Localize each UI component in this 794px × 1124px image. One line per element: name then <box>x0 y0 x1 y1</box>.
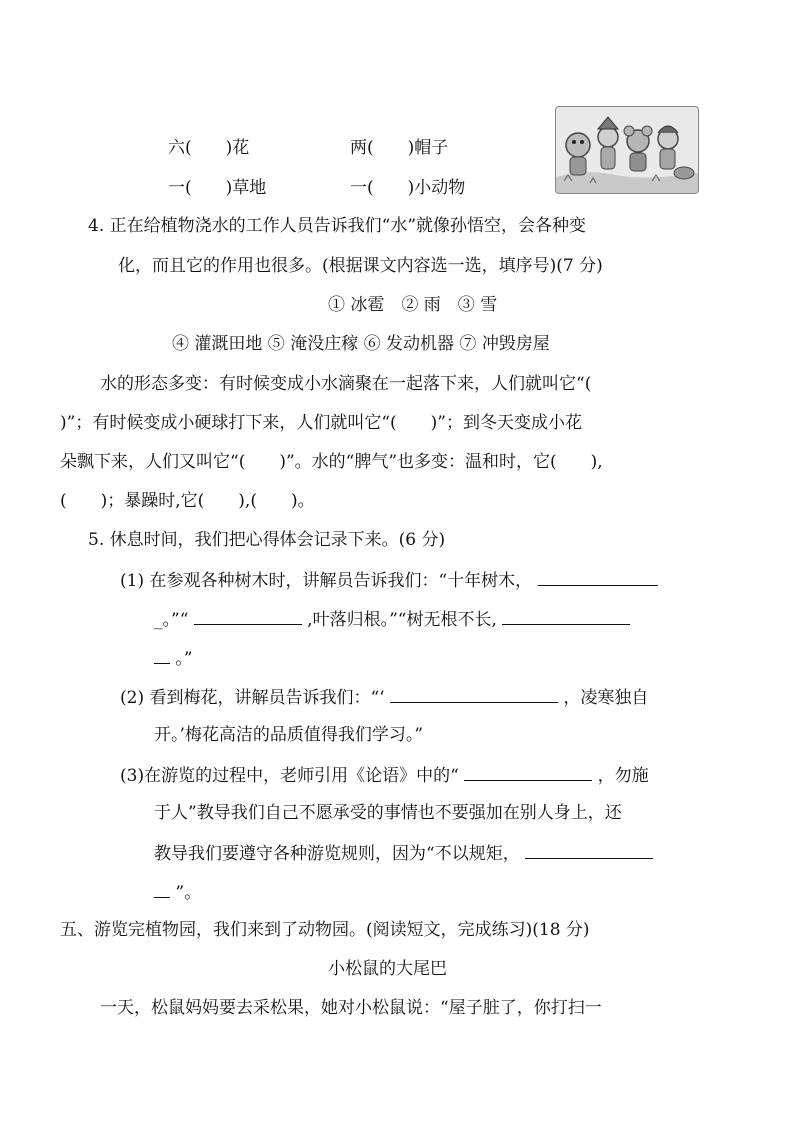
animals-illustration-icon <box>556 107 698 193</box>
q4-paragraph-line-4: ( )；暴躁时,它( ),( )。 <box>60 491 315 511</box>
q5-s3-line-3-text: 教导我们要遵守各种游览规则，因为“不以规矩， <box>154 844 520 864</box>
q5-s1-line-3-text: 。” <box>175 649 193 669</box>
q3-item-a: 六( )花 <box>168 138 250 158</box>
q5-s1-line-2-text-a: _。”“ <box>154 610 189 630</box>
q5-s3-line-4 <box>154 879 201 905</box>
q5-s3-line-1-text-b: ，勿施 <box>597 766 649 786</box>
q3-item-c: 一( )草地 <box>168 178 267 198</box>
q5-s3-line-1-text-a: (3)在游览的过程中，老师引用《论语》中的“ <box>120 766 459 786</box>
q5-s1-line-1 <box>120 567 658 593</box>
q5-s2-line-1 <box>120 684 648 710</box>
answer-blank[interactable] <box>154 879 170 898</box>
q5-s1-line-2 <box>154 606 630 632</box>
q5-s2-line-2: 开。’梅花高洁的品质值得我们学习。” <box>154 725 424 745</box>
q4-paragraph-line-1: 水的形态多变：有时候变成小水滴聚在一起落下来，人们就叫它“( <box>100 374 592 394</box>
answer-blank[interactable] <box>154 645 170 664</box>
q5-s1-line-2-text-b: ,叶落归根。”“树无根不长, <box>307 610 497 630</box>
q5-s2-line-1-text-b: ，凌寒独自 <box>563 688 649 708</box>
answer-blank[interactable] <box>525 840 653 859</box>
story-title: 小松鼠的大尾巴 <box>328 959 447 979</box>
q4-options-line-1: ① 冰雹 ② 雨 ③ 雪 <box>328 295 498 315</box>
q3-item-b: 两( )帽子 <box>350 138 449 158</box>
q5-s1-line-1-text: (1) 在参观各种树木时，讲解员告诉我们：“十年树木， <box>120 571 533 591</box>
q5-s3-line-2: 于人”教导我们自己不愿承受的事情也不要强加在别人身上，还 <box>154 803 622 823</box>
q4-prompt-line-1: 4. 正在给植物浇水的工作人员告诉我们“水”就像孙悟空，会各种变 <box>88 216 587 236</box>
answer-blank[interactable] <box>194 606 302 625</box>
q5-s2-line-1-text-a: (2) 看到梅花，讲解员告诉我们：“‘ <box>120 688 385 708</box>
answer-blank[interactable] <box>464 762 592 781</box>
story-line-1: 一天，松鼠妈妈要去采松果，她对小松鼠说：“屋子脏了，你打扫一 <box>100 998 602 1018</box>
section-5-heading: 五、游览完植物园，我们来到了动物园。(阅读短文，完成练习)(18 分) <box>60 920 590 940</box>
answer-blank[interactable] <box>390 684 558 703</box>
q4-paragraph-line-3: 朵飘下来，人们又叫它“( )”。水的“脾气”也多变：温和时，它( ), <box>60 452 603 472</box>
q4-paragraph-line-2: )”；有时候变成小硬球打下来，人们就叫它“( )”；到冬天变成小花 <box>60 413 582 433</box>
q4-prompt-line-2: 化，而且它的作用也很多。(根据课文内容选一选，填序号)(7 分) <box>118 256 603 276</box>
answer-blank[interactable] <box>502 606 630 625</box>
q5-s3-line-3 <box>154 840 653 866</box>
q4-options-line-2: ④ 灌溉田地 ⑤ 淹没庄稼 ⑥ 发动机器 ⑦ 冲毁房屋 <box>172 334 550 354</box>
answer-blank[interactable] <box>538 567 658 586</box>
q5-prompt: 5. 休息时间，我们把心得体会记录下来。(6 分) <box>88 530 446 550</box>
animals-illustration <box>555 106 699 194</box>
q5-s1-line-3 <box>154 645 193 671</box>
q5-s3-line-4-text: ”。 <box>175 883 202 903</box>
q5-s3-line-1 <box>120 762 649 788</box>
q3-item-d: 一( )小动物 <box>350 178 466 198</box>
